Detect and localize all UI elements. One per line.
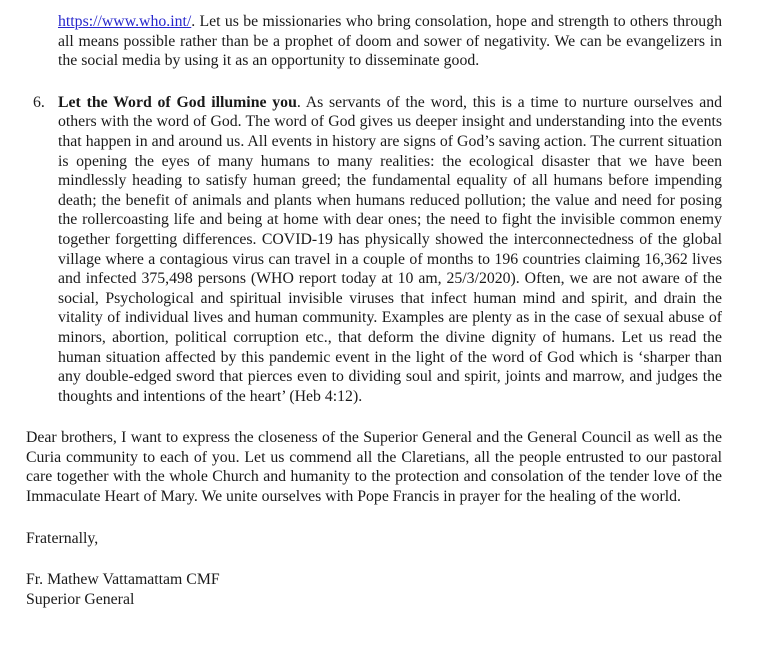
item-paragraph [58,93,722,407]
intro-paragraph-text: . Let us be missionaries who bring consolation, hope and strength to others through all means possible rather than be a prophet of doom and sower of negativity. We can be evangelizers in the social media by using it as an opportunity to disseminate good. [58,13,722,70]
signature-block [26,570,722,609]
item-heading: Let the Word of God illumine you [58,93,297,111]
numbered-item-6 [33,93,723,407]
item-body-text: . As servants of the word, this is a time to nurture ourselves and others with the word of God. The word of God gives us deeper insight and understanding into the events that happen in and around us. All events in history are signs of God’s saving action. The current situation is opening the eyes of many humans to many realities: the ecological disaster that we have been mindlessly heading to satisfy human greed; the fundamental equality of all humans before impending death; the benefit of animals and plants when humans reduced pollution; the value and need for posing the rollercoasting life and being at home with dear ones; the need to fight the invisible common enemy together forgetting differences. COVID-19 has physically showed the interconnectedness of the global village where a contagious virus can travel in a couple of months to 196 countries claiming 16,362 lives and infected 375,498 persons (WHO report today at 10 am, 25/3/2020). Often, we are not aware of the social, Psychological and spiritual invisible viruses that infect human mind and spirit, and drain the vitality of individual lives and human community. Examples are plenty as in the case of sexual abuse of minors, abortion, political corruption etc., that deform the divine dignity of humans. Let us read the human situation affected by this pandemic event in the light of the word of God which is ‘sharper than any double-edged sword that pierces even to dividing soul and spirit, joints and marrow, and judges the thoughts and intentions of the heart’ (Heb 4:12). [58,93,723,405]
item-number: 6. [33,93,45,111]
signature-name: Fr. Mathew Vattamattam CMF [26,571,220,589]
closing-paragraph: Dear brothers, I want to express the closeness of the Superior General and the General Council as well as the Curia community to each of you. Let us commend all the Claretians, all the people entrusted to our pastoral care together with the whole Church and humanity to the protection and consolation of the tender love of the Immaculate Heart of Mary. We unite ourselves with Pope Francis in prayer for the healing of the world. [26,429,722,506]
who-website-link[interactable]: https://www.who.int/ [58,13,192,30]
intro-paragraph [58,12,722,71]
valediction: Fraternally, [26,529,99,547]
signature-title: Superior General [26,590,135,608]
